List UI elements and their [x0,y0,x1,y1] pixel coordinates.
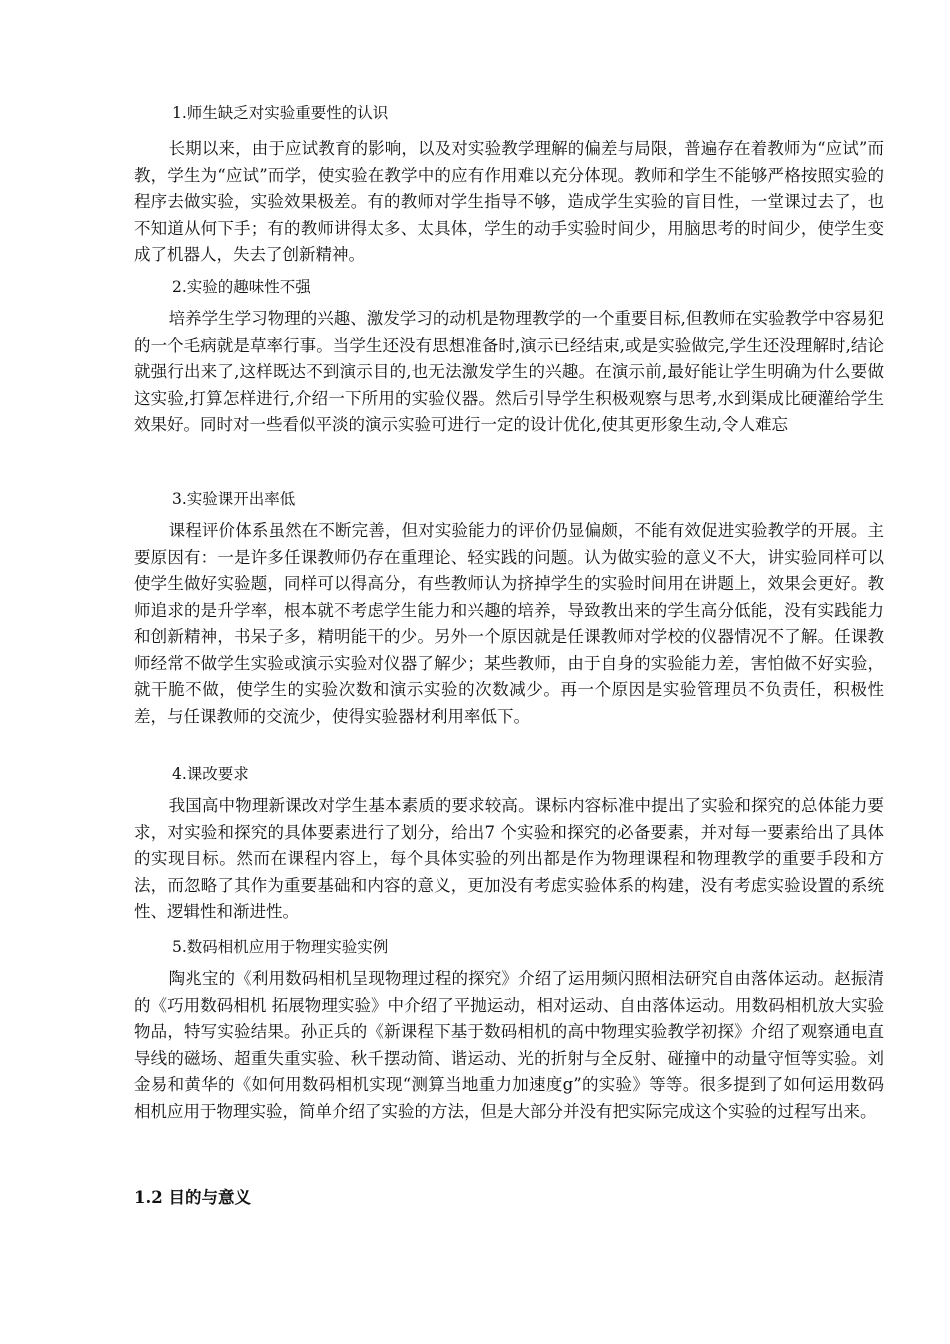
heading-3: 3.实验课开出率低 [172,490,296,508]
section-title: 1.2 目的与意义 [134,1188,251,1207]
heading-5: 5.数码相机应用于物理实验实例 [172,938,389,956]
paragraph-4: 我国高中物理新课改对学生基本素质的要求较高。课标内容标准中提出了实验和探究的总体能力要求，对实验和探究的具体要素进行了划分，给出7 个实验和探究的必备要素，并对每一要素给出了具体的实现目标。然而在课程内容上，每个具体实验的列出都是作为物理课程和物理教学的重要手段和方法，而忽略了其作为重要基础和内容的意义，更加没有考虑实验体系的构建，没有考虑实验设置的系统性、逻辑性和渐进性。 [134,796,884,921]
paragraph-5: 陶兆宝的《利用数码相机呈现物理过程的探究》介绍了运用频闪照相法研究自由落体运动。赵振清的《巧用数码相机 拓展物理实验》中介绍了平抛运动，相对运动、自由落体运动。用数码相机放大实验物品，特写实验结果。孙正兵的《新课程下基于数码相机的高中物理实验教学初探》介绍了观察通电直导线的磁场、超重失重实验、秋千摆动简、谐运动、光的折射与全反射、碰撞中的动量守恒等实验。刘金易和黄华的《如何用数码相机实现“测算当地重力加速度g”的实验》等等。很多提到了如何运用数码相机应用于物理实验，简单介绍了实验的方法，但是大部分并没有把实际完成这个实验的过程写出来。 [134,969,884,1121]
heading-2: 2.实验的趣味性不强 [172,278,311,296]
heading-4: 4.课改要求 [172,765,249,783]
heading-1: 1.师生缺乏对实验重要性的认识 [172,104,389,122]
paragraph-2: 培养学生学习物理的兴趣、激发学习的动机是物理教学的一个重要目标,但教师在实验教学中容易犯的一个毛病就是草率行事。当学生还没有思想准备时,演示已经结束,或是实验做完,学生还没理解时,结论就强行出来了,这样既达不到演示目的,也无法激发学生的兴趣。在演示前,最好能让学生明确为什么要做这实验,打算怎样进行,介绍一下所用的实验仪器。然后引导学生积极观察与思考,水到渠成比硬灌给学生效果好。同时对一些看似平淡的演示实验可进行一定的设计优化,使其更形象生动,令人难忘 [134,309,884,434]
paragraph-3: 课程评价体系虽然在不断完善，但对实验能力的评价仍显偏颇，不能有效促进实验教学的开展。主要原因有：一是许多任课教师仍存在重理论、轻实践的问题。认为做实验的意义不大，讲实验同样可以使学生做好实验题，同样可以得高分，有些教师认为挤掉学生的实验时间用在讲题上，效果会更好。教师追求的是升学率，根本就不考虑学生能力和兴趣的培养，导致教出来的学生高分低能，没有实践能力和创新精神，书呆子多，精明能干的少。另外一个原因就是任课教师对学校的仪器情况不了解。任课教师经常不做学生实验或演示实验对仪器了解少；某些教师，由于自身的实验能力差，害怕做不好实验，就干脆不做，使学生的实验次数和演示实验的次数减少。再一个原因是实验管理员不负责任，积极性差，与任课教师的交流少，使得实验器材利用率低下。 [134,521,884,726]
paragraph-1: 长期以来，由于应试教育的影响，以及对实验教学理解的偏差与局限，普遍存在着教师为“应试”而教，学生为“应试”而学，使实验在教学中的应有作用难以充分体现。教师和学生不能够严格按照实验的程序去做实验，实验效果极差。有的教师对学生指导不够，造成学生实验的盲目性，一堂课过去了，也不知道从何下手；有的教师讲得太多、太具体，学生的动手实验时间少，用脑思考的时间少，使学生变成了机器人，失去了创新精神。 [134,139,884,264]
